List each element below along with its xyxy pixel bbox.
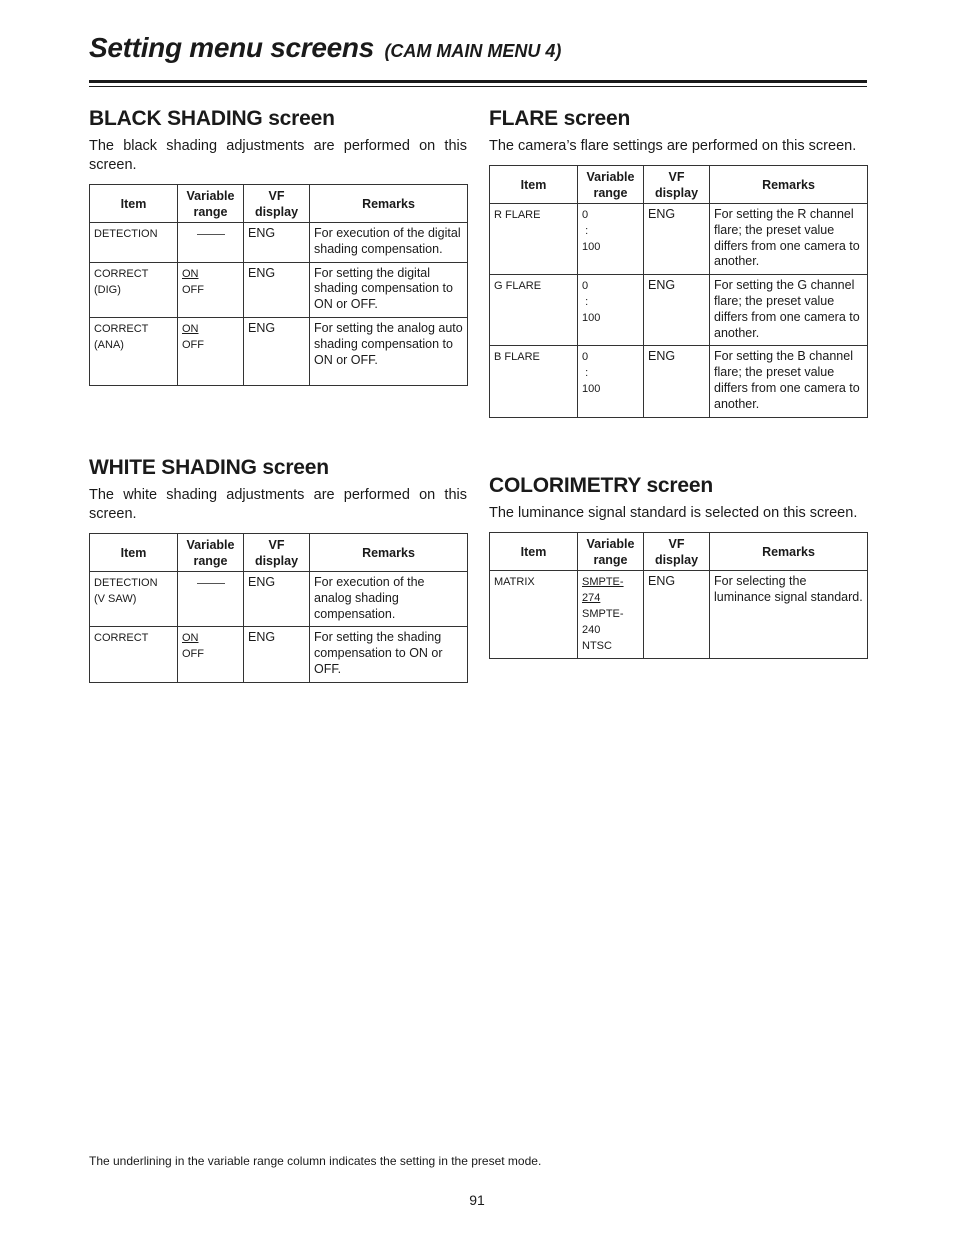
- table-row: [90, 627, 468, 682]
- header-range: Variable range: [578, 166, 644, 204]
- table-header-row: [490, 166, 868, 204]
- vf-cell: ENG: [244, 572, 310, 627]
- vf-cell: ENG: [244, 223, 310, 263]
- vf-cell: ENG: [244, 317, 310, 385]
- vf-cell: ENG: [244, 627, 310, 682]
- range-cell: ON OFF: [178, 317, 244, 385]
- table-row: [490, 204, 868, 275]
- remarks-cell: For setting the analog auto shading compensation to ON or OFF.: [310, 317, 468, 385]
- black-shading-table: [89, 184, 468, 386]
- header-vf: VF display: [244, 185, 310, 223]
- remarks-cell: For execution of the analog shading compensation.: [310, 572, 468, 627]
- item-cell: DETECTION (V SAW): [90, 572, 178, 627]
- header-item: Item: [90, 185, 178, 223]
- vf-cell: ENG: [644, 571, 710, 659]
- white-shading-table: [89, 533, 468, 683]
- no-range-dash: [197, 583, 225, 584]
- item-cell: R FLARE: [490, 204, 578, 275]
- footnote: The underlining in the variable range column indicates the setting in the preset mode.: [89, 1154, 542, 1168]
- page-number: 91: [469, 1192, 485, 1208]
- no-range-dash: [197, 234, 225, 235]
- colorimetry-table: [489, 532, 868, 659]
- remarks-cell: For setting the G channel flare; the preset value differs from one camera to another.: [710, 275, 868, 346]
- vf-cell: ENG: [244, 262, 310, 317]
- header-range: Variable range: [178, 185, 244, 223]
- white-shading-intro: The white shading adjustments are performed on this screen.: [89, 487, 467, 522]
- item-cell: MATRIX: [490, 571, 578, 659]
- header-remarks: Remarks: [310, 185, 468, 223]
- vf-cell: ENG: [644, 346, 710, 417]
- page-title-sub: (CAM MAIN MENU 4): [384, 41, 562, 61]
- range-cell: 0 : 100: [578, 346, 644, 417]
- remarks-cell: For setting the R channel flare; the preset value differs from one camera to another.: [710, 204, 868, 275]
- table-header-row: [90, 534, 468, 572]
- range-cell: 0 : 100: [578, 204, 644, 275]
- black-shading-heading: BLACK SHADING screen: [89, 107, 335, 130]
- item-cell: DETECTION: [90, 223, 178, 263]
- flare-intro: The camera’s flare settings are performed on this screen.: [489, 138, 857, 154]
- black-shading-intro: The black shading adjustments are performed on this screen.: [89, 138, 467, 173]
- header-range: Variable range: [578, 533, 644, 571]
- table-row: [90, 262, 468, 317]
- flare-section: [489, 107, 867, 418]
- header-remarks: Remarks: [710, 166, 868, 204]
- item-cell: CORRECT (DIG): [90, 262, 178, 317]
- flare-table: [489, 165, 868, 418]
- item-cell: G FLARE: [490, 275, 578, 346]
- header-item: Item: [490, 166, 578, 204]
- black-shading-section: [89, 107, 467, 386]
- range-cell: ON OFF: [178, 262, 244, 317]
- remarks-cell: For setting the shading compensation to ON or OFF.: [310, 627, 468, 682]
- table-header-row: [90, 185, 468, 223]
- header-remarks: Remarks: [710, 533, 868, 571]
- item-cell: B FLARE: [490, 346, 578, 417]
- page-title: [89, 32, 561, 64]
- range-cell: SMPTE-274 SMPTE-240 NTSC: [578, 571, 644, 659]
- white-shading-section: [89, 456, 467, 683]
- table-row: [490, 571, 868, 659]
- item-cell: CORRECT (ANA): [90, 317, 178, 385]
- flare-heading: FLARE screen: [489, 107, 631, 130]
- vf-cell: ENG: [644, 275, 710, 346]
- white-shading-heading: WHITE SHADING screen: [89, 456, 329, 479]
- table-row: [90, 572, 468, 627]
- remarks-cell: For setting the B channel flare; the preset value differs from one camera to another.: [710, 346, 868, 417]
- colorimetry-heading: COLORIMETRY screen: [489, 474, 713, 497]
- range-cell: ON OFF: [178, 627, 244, 682]
- header-item: Item: [490, 533, 578, 571]
- header-range: Variable range: [178, 534, 244, 572]
- remarks-cell: For execution of the digital shading compensation.: [310, 223, 468, 263]
- header-vf: VF display: [644, 166, 710, 204]
- remarks-cell: For selecting the luminance signal standard.: [710, 571, 868, 659]
- colorimetry-section: [489, 474, 867, 659]
- range-cell: [178, 223, 244, 263]
- range-cell: [178, 572, 244, 627]
- table-row: [490, 275, 868, 346]
- header-vf: VF display: [644, 533, 710, 571]
- table-row: [90, 317, 468, 385]
- table-row: [490, 346, 868, 417]
- header-item: Item: [90, 534, 178, 572]
- header-rule-thin: [89, 86, 867, 87]
- range-cell: 0 : 100: [578, 275, 644, 346]
- remarks-cell: For setting the digital shading compensation to ON or OFF.: [310, 262, 468, 317]
- colorimetry-intro: The luminance signal standard is selected on this screen.: [489, 505, 858, 521]
- header-remarks: Remarks: [310, 534, 468, 572]
- table-header-row: [490, 533, 868, 571]
- item-cell: CORRECT: [90, 627, 178, 682]
- header-rule: [89, 80, 867, 83]
- header-vf: VF display: [244, 534, 310, 572]
- page-title-main: Setting menu screens: [89, 32, 374, 63]
- table-row: [90, 223, 468, 263]
- vf-cell: ENG: [644, 204, 710, 275]
